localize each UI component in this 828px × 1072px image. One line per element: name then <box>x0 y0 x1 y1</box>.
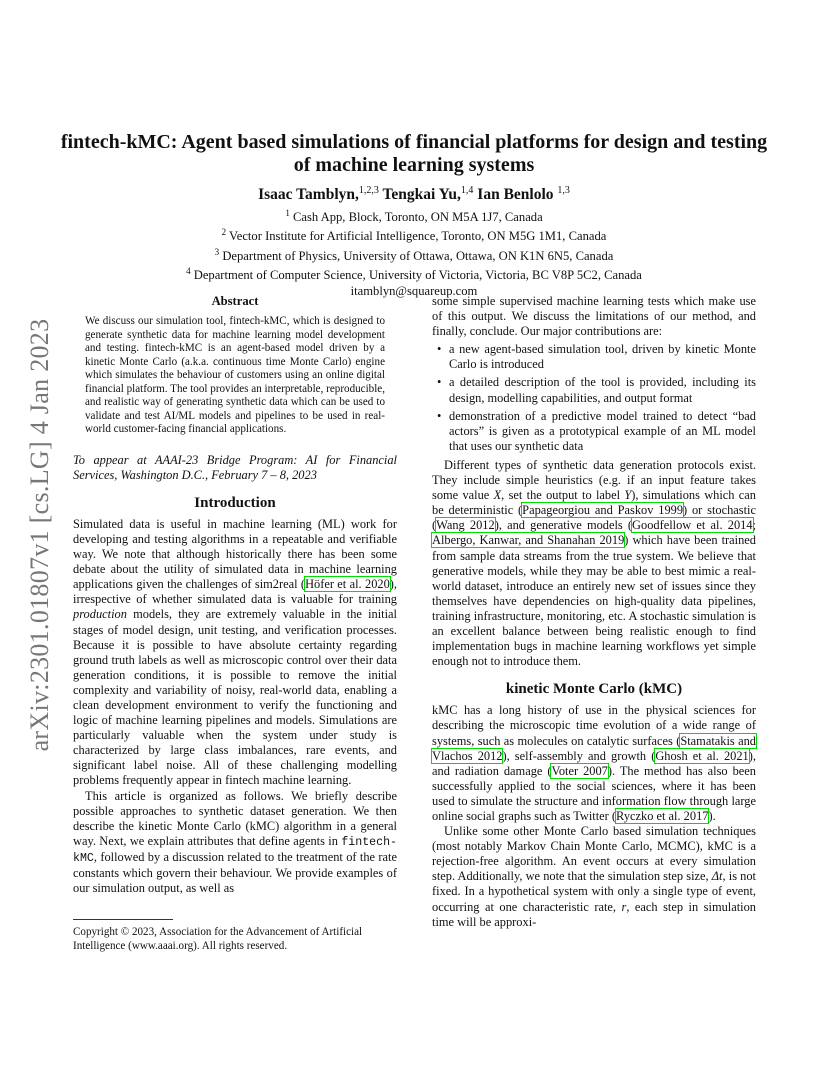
text-run: , each step in simulation time will be approxi- <box>432 899 756 929</box>
text-run: ), and generative models ( <box>494 518 633 533</box>
code-text: fintech-kMC <box>73 835 397 865</box>
affiliation-text: Department of Physics, University of Ottawa, Ottawa, ON K1N 6N5, Canada <box>222 248 614 263</box>
author-affil-marker: 1,4 <box>460 185 474 196</box>
text-run: , followed by a discussion related to the treatment of the rate constants which govern their behaviour. We provide examples of our simulation output, as well as <box>73 849 397 896</box>
author-affil-marker: 1,2,3 <box>358 185 379 196</box>
body-paragraph <box>432 458 756 669</box>
citation-link[interactable]: Ghosh et al. 2021 <box>655 748 749 763</box>
list-item: • a detailed description of the tool is provided, including its design, modelling capabilities, and output format <box>432 375 756 405</box>
copyright-footnote: Copyright © 2023, Association for the Advancement of Artificial Intelligence (www.aaai.org). All rights reserved. <box>73 926 363 952</box>
author-name: Tengkai Yu, <box>382 186 461 204</box>
math-symbol: r <box>621 899 627 914</box>
text-run: ), and radiation damage ( <box>432 748 756 778</box>
abstract-body: We discuss our simulation tool, fintech-kMC, which is designed to generate synthetic data for machine learning model development and testing. fintech-kMC is an agent-based model driven by a kinetic Monte Carlo (a.k.a. continuous time Monte Carlo) engine which simulates the behaviour of customers using an online digital financial platform. The tool provides an interpretable, reproducible, and realistic way of generating synthetic data which can be used to validate and test AI/ML models and pipelines to be used in real-world customer-facing financial applications. <box>85 315 385 436</box>
intro-paragraph <box>73 517 397 789</box>
body-paragraph: some simple supervised machine learning tests which make use of this output. We discuss the limitations of our method, and finally, conclude. Our major contributions are: <box>432 294 756 339</box>
citation-link[interactable]: Goodfellow et al. 2014 <box>632 518 753 533</box>
citation-link[interactable]: Voter 2007 <box>551 763 608 778</box>
author-email: itamblyn@squareup.com <box>350 283 478 298</box>
citation-link[interactable]: Stamatakis and Vlachos 2012 <box>432 733 756 763</box>
venue-note: To appear at AAAI-23 Bridge Program: AI for Financial Services, Washington D.C., February 7 – 8, 2023 <box>73 452 397 482</box>
affiliation-marker: 1 <box>285 208 290 218</box>
author-name: Isaac Tamblyn, <box>258 186 359 204</box>
arxiv-side-stamp <box>20 295 60 775</box>
contributions-list <box>432 342 756 454</box>
citation-link[interactable]: Wang 2012 <box>436 518 495 533</box>
text-run: ), self-assembly and growth ( <box>502 748 656 763</box>
citation-link[interactable]: Albergo, Kanwar, and Shanahan 2019 <box>432 533 625 548</box>
text-run: ). The method has also been successfully applied to the social sciences, where it has been used to simulate the structure and information flow through large online social graphs such as Twitter ( <box>432 763 756 823</box>
paper-title: fintech-kMC: Agent based simulations of financial platforms for design and testing of machine learning systems <box>60 131 768 176</box>
affiliation-marker: 4 <box>186 266 191 277</box>
emphasis-text: production <box>73 607 127 622</box>
citation-link[interactable]: Ryczko et al. 2017 <box>616 809 709 823</box>
list-item: • demonstration of a predictive model trained to detect “bad actors” is given as a prototypical example of an ML model that uses our synthetic data <box>432 409 756 454</box>
intro-paragraph <box>73 789 397 897</box>
right-column <box>432 294 756 930</box>
text-run: ). <box>708 809 716 823</box>
author-list <box>60 185 768 204</box>
math-symbol: Y <box>624 488 632 503</box>
affiliation <box>60 206 768 225</box>
affiliation-text: Department of Computer Science, University of Victoria, Victoria, BC V8P 5C2, Canada <box>193 268 642 283</box>
affiliation-marker: 2 <box>221 227 227 238</box>
list-item: • a new agent-based simulation tool, driven by kinetic Monte Carlo is introduced <box>432 342 756 372</box>
text-run: , is not fixed. In a hypothetical system with only a single type of event, occurring at one characteristic rate, <box>432 869 756 914</box>
affiliation <box>60 225 768 244</box>
text-run: ), irrespective of whether simulated data is valuable for training <box>73 577 398 607</box>
body-paragraph <box>432 703 756 824</box>
citation-link[interactable]: Höfer et al. 2020 <box>305 577 390 592</box>
text-run: kMC has a long history of use in the physical sciences for describing the microscopic time evolution of a wide range of systems, such as molecules on catalytic surfaces ( <box>432 703 756 748</box>
text-run: ; <box>752 518 756 533</box>
affiliation <box>60 264 768 283</box>
section-heading-introduction: Introduction <box>194 494 276 511</box>
affiliation-list <box>60 206 768 299</box>
author-name: Ian Benlolo <box>477 186 554 204</box>
author-affil-marker: 1,3 <box>557 185 570 196</box>
text-run: models, they are extremely valuable in the initial stages of model design, unit testing, and verification processes. Because it is possible to have absolute certainty regarding ground truth labels as well as microscopic control over their data generation conditions, it is possible to remove the initial complexity and variability of noisy, real-world data, enabling a clean development environment to verify the functioning and logic of machine learning pipelines and models. Simulations are particularly valuable when the system under study is characterized by large class imbalances, rare events, and significant label noise. All of these challenging modelling problems frequently appear in fintech machine learning. <box>73 607 397 788</box>
affiliation-text: Vector Institute for Artificial Intelligence, Toronto, ON M5G 1M1, Canada <box>229 229 607 244</box>
text-run: Different types of synthetic data generation protocols exist. They include simple heuristics (e.g. if an input feature takes some value <box>432 457 756 503</box>
text-run: Unlike some other Monte Carlo based simulation techniques (most notably Markov Chain Monte Carlo, MCMC), kMC is a rejection-free algorithm. An event occurs at every simulation step. Additionally, we note that the simulation step size, <box>432 824 756 884</box>
arxiv-identifier: arXiv:2301.01807v1 [cs.LG] 4 Jan 2023 <box>25 318 54 752</box>
text-run: Simulated data is useful in machine learning (ML) work for developing and testing algorithms in a repeatable and verifiable way. We note that although historically there has been some debate about the utility of simulated data in machine learning applications given the challenges of sim2real ( <box>73 516 397 592</box>
section-heading-kmc: kinetic Monte Carlo (kMC) <box>505 681 683 698</box>
text-run: This article is organized as follows. We briefly describe possible approaches to synthetic dataset generation. We then describe the kinetic Monte Carlo (kMC) algorithm in a general way. Next, we explain attributes that define agents in <box>73 788 397 848</box>
affiliation-text: Cash App, Block, Toronto, ON M5A 1J7, Canada <box>292 210 543 225</box>
text-run: ) which have been trained from sample data streams from the true system. We believe that generative models, while they may be able to best mimic a real-world dataset, introduce an entirely new set of issues since they themselves have dependencies on high-quality data pipelines, training infrastructure, monitoring, etc. A stochastic simulation is an excellent balance between being realistic enough to find implementation bugs in machine learning workflows yet simple enough not to introduce them. <box>432 533 757 669</box>
text-run: , set the output to label <box>501 488 625 503</box>
text-run: ), simulations which can be deterministic ( <box>432 488 757 518</box>
affiliation <box>60 245 768 264</box>
body-paragraph <box>432 824 756 930</box>
math-symbol: X <box>493 488 502 503</box>
math-symbol: Δt <box>711 869 723 884</box>
footnote-rule <box>73 919 173 920</box>
abstract-heading: Abstract <box>211 294 259 308</box>
citation-link[interactable]: Papageorgiou and Paskov 1999 <box>522 503 684 518</box>
text-run: ) or stochastic ( <box>432 503 756 533</box>
left-column <box>73 294 397 896</box>
affiliation-marker: 3 <box>214 246 220 257</box>
